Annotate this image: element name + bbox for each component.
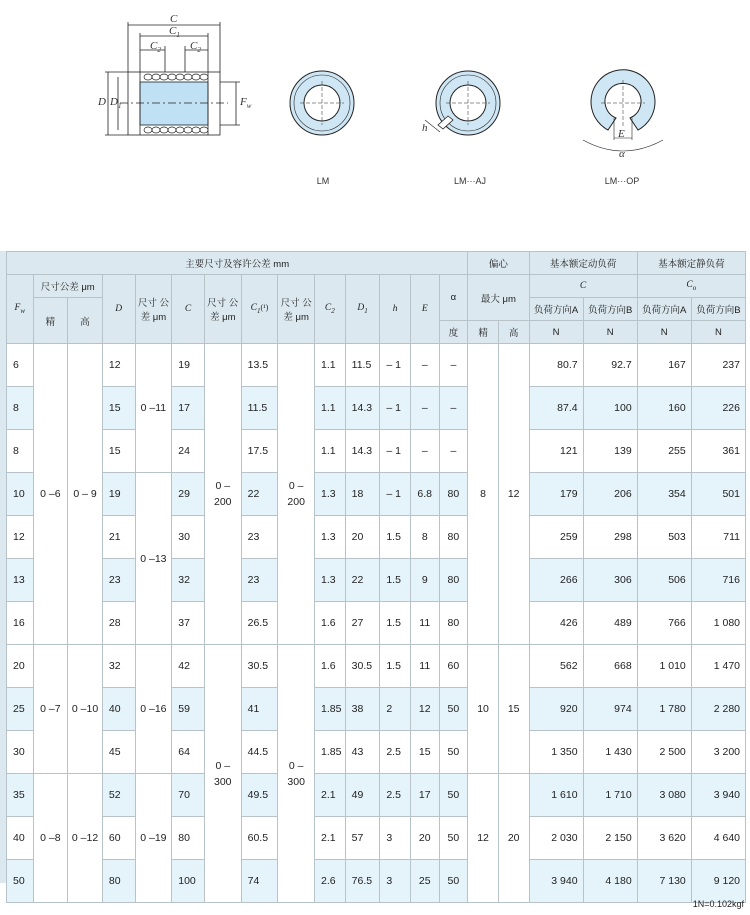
cell-c1: 30.5: [241, 645, 278, 688]
cell-e: –: [410, 344, 439, 387]
cell-c2: 2.6: [315, 860, 346, 903]
cell-d1: 57: [345, 817, 380, 860]
header-deg: 度: [439, 321, 468, 344]
cell-h: 1.5: [380, 559, 411, 602]
diagram-area: [0, 0, 750, 250]
cell-dyn-b: 4 180: [583, 860, 637, 903]
cell-c: 29: [172, 473, 205, 516]
cell-stat-a: 354: [637, 473, 691, 516]
cell-e: 9: [410, 559, 439, 602]
cell-c1: 17.5: [241, 430, 278, 473]
cell-c: 70: [172, 774, 205, 817]
cell-e: 11: [410, 602, 439, 645]
cell-c: 37: [172, 602, 205, 645]
cell-fw: 12: [7, 516, 34, 559]
cell-dyn-a: 121: [529, 430, 583, 473]
cell-dyn-b: 668: [583, 645, 637, 688]
header-tol2: 尺寸 公差 μm: [135, 275, 172, 344]
cell-d1: 18: [345, 473, 380, 516]
cell-c1-tol: 0 –200: [278, 344, 315, 645]
cell-alpha: 80: [439, 473, 468, 516]
cell-c: 59: [172, 688, 205, 731]
cell-stat-b: 2 280: [691, 688, 745, 731]
cell-dyn-b: 489: [583, 602, 637, 645]
table-row: [7, 516, 746, 559]
cell-c: 32: [172, 559, 205, 602]
cell-alpha: 50: [439, 817, 468, 860]
cell-d: 15: [102, 387, 135, 430]
header-stat-symbol: $C_o$: [637, 275, 745, 298]
cell-d: 12: [102, 344, 135, 387]
cell-ecc-prec: 12: [468, 774, 499, 903]
cell-dyn-b: 206: [583, 473, 637, 516]
header-c: C: [172, 275, 205, 344]
header-fw: $F_w$: [7, 275, 34, 344]
header-c1: $C_1(^1)$: [241, 275, 278, 344]
cell-d: 15: [102, 430, 135, 473]
cell-fw: 50: [7, 860, 34, 903]
cell-fw-tol-high: 0 – 9: [68, 344, 103, 645]
cell-dyn-a: 2 030: [529, 817, 583, 860]
cell-c2: 2.1: [315, 774, 346, 817]
cell-c1: 22: [241, 473, 278, 516]
cell-dyn-b: 92.7: [583, 344, 637, 387]
cell-dyn-b: 100: [583, 387, 637, 430]
cell-c1: 49.5: [241, 774, 278, 817]
header-h: h: [380, 275, 411, 344]
header-stat-load: 基本额定静负荷: [637, 252, 745, 275]
cell-alpha: 50: [439, 774, 468, 817]
cell-alpha: –: [439, 344, 468, 387]
header-max: 最大 μm: [468, 275, 529, 321]
caption-lm-aj: LM···AJ: [454, 176, 486, 186]
cell-alpha: –: [439, 430, 468, 473]
label-fw: $F_w$: [240, 96, 252, 111]
header-tol3: 尺寸 公差 μm: [204, 275, 241, 344]
cell-stat-a: 3 080: [637, 774, 691, 817]
lm-aj-ring-drawing: [425, 71, 500, 135]
cell-fw-tol-prec: 0 –7: [33, 645, 68, 774]
cell-stat-b: 1 470: [691, 645, 745, 688]
cell-stat-a: 3 620: [637, 817, 691, 860]
cell-dyn-a: 266: [529, 559, 583, 602]
header-dyn-symbol: C: [529, 275, 637, 298]
cell-d: 52: [102, 774, 135, 817]
cell-c1: 23: [241, 516, 278, 559]
cell-alpha: 60: [439, 645, 468, 688]
header-d: D: [102, 275, 135, 344]
cell-dyn-b: 1 710: [583, 774, 637, 817]
table-row: [7, 387, 746, 430]
cell-stat-a: 506: [637, 559, 691, 602]
caption-lm: LM: [316, 176, 330, 186]
cell-c2: 1.85: [315, 731, 346, 774]
cell-c: 100: [172, 860, 205, 903]
cell-c1: 74: [241, 860, 278, 903]
cell-c2: 1.1: [315, 344, 346, 387]
cell-c: 19: [172, 344, 205, 387]
label-d1: $D_1$: [110, 96, 122, 111]
cell-d-tol: 0 –16: [135, 645, 172, 774]
cell-alpha: 50: [439, 688, 468, 731]
cell-fw: 40: [7, 817, 34, 860]
header-unit-4: N: [691, 321, 745, 344]
table-row: [7, 817, 746, 860]
cell-c2: 1.3: [315, 473, 346, 516]
cell-ecc-high: 15: [498, 645, 529, 774]
cell-h: – 1: [380, 473, 411, 516]
header-eccentric: 偏心: [468, 252, 529, 275]
cell-h: 2.5: [380, 731, 411, 774]
cell-h: 2.5: [380, 774, 411, 817]
cell-c1: 11.5: [241, 387, 278, 430]
label-d: D: [98, 96, 106, 108]
cell-c1: 26.5: [241, 602, 278, 645]
cell-ecc-prec: 8: [468, 344, 499, 645]
cell-ecc-high: 12: [498, 344, 529, 645]
cell-d1: 11.5: [345, 344, 380, 387]
label-h: h: [422, 122, 428, 134]
cell-c: 30: [172, 516, 205, 559]
table-row: [7, 774, 746, 817]
cell-c1: 41: [241, 688, 278, 731]
cell-c-tol: 0 –300: [204, 645, 241, 903]
header-dyn-dir-b: 负荷方向B: [583, 298, 637, 321]
cell-d: 23: [102, 559, 135, 602]
cell-e: 15: [410, 731, 439, 774]
cell-d1: 14.3: [345, 387, 380, 430]
unit-footnote: 1N=0.102kgf: [692, 899, 744, 909]
cell-stat-b: 1 080: [691, 602, 745, 645]
table-row: [7, 645, 746, 688]
header-dyn-load: 基本额定动负荷: [529, 252, 637, 275]
cell-fw-tol-prec: 0 –8: [33, 774, 68, 903]
cell-stat-b: 9 120: [691, 860, 745, 903]
header-main-dims: 主要尺寸及容许公差 mm: [7, 252, 468, 275]
header-stat-dir-a: 负荷方向A: [637, 298, 691, 321]
cell-stat-a: 2 500: [637, 731, 691, 774]
cell-stat-a: 160: [637, 387, 691, 430]
cell-d: 45: [102, 731, 135, 774]
cell-e: –: [410, 430, 439, 473]
cell-stat-a: 1 010: [637, 645, 691, 688]
cell-dyn-a: 3 940: [529, 860, 583, 903]
cell-dyn-a: 920: [529, 688, 583, 731]
cell-h: 3: [380, 860, 411, 903]
spec-table: [6, 251, 746, 903]
cell-dyn-a: 259: [529, 516, 583, 559]
table-row: [7, 559, 746, 602]
header-precision: 精: [33, 298, 68, 344]
cell-d-tol: 0 –19: [135, 774, 172, 903]
cell-h: 1.5: [380, 516, 411, 559]
cell-fw: 25: [7, 688, 34, 731]
cell-d: 60: [102, 817, 135, 860]
cell-stat-b: 3 200: [691, 731, 745, 774]
cell-c2: 2.1: [315, 817, 346, 860]
cell-h: 3: [380, 817, 411, 860]
cell-h: – 1: [380, 430, 411, 473]
label-alpha: α: [619, 148, 625, 160]
cell-stat-b: 501: [691, 473, 745, 516]
cell-stat-b: 3 940: [691, 774, 745, 817]
cell-c2: 1.1: [315, 430, 346, 473]
cell-d1: 14.3: [345, 430, 380, 473]
cell-stat-a: 167: [637, 344, 691, 387]
cell-dyn-a: 80.7: [529, 344, 583, 387]
cell-stat-a: 255: [637, 430, 691, 473]
cell-d: 80: [102, 860, 135, 903]
cell-fw-tol-prec: 0 –6: [33, 344, 68, 645]
cell-fw: 10: [7, 473, 34, 516]
cell-d-tol: 0 –13: [135, 473, 172, 645]
cell-stat-a: 503: [637, 516, 691, 559]
header-tol4: 尺寸 公差 μm: [278, 275, 315, 344]
cell-stat-b: 361: [691, 430, 745, 473]
cell-ecc-high: 20: [498, 774, 529, 903]
cell-e: 6.8: [410, 473, 439, 516]
cell-d1: 30.5: [345, 645, 380, 688]
header-ecc-prec: 精: [468, 321, 499, 344]
cell-e: 8: [410, 516, 439, 559]
cell-dyn-b: 2 150: [583, 817, 637, 860]
cell-fw: 8: [7, 387, 34, 430]
cell-h: 1.5: [380, 645, 411, 688]
table-row: [7, 688, 746, 731]
cell-ecc-prec: 10: [468, 645, 499, 774]
label-c2-left: $C_2$: [150, 40, 161, 55]
table-row: [7, 602, 746, 645]
cell-fw: 13: [7, 559, 34, 602]
cell-d: 19: [102, 473, 135, 516]
cell-d: 32: [102, 645, 135, 688]
table-row: [7, 731, 746, 774]
cell-dyn-b: 298: [583, 516, 637, 559]
cell-fw: 8: [7, 430, 34, 473]
cell-d: 21: [102, 516, 135, 559]
header-ecc-high: 高: [498, 321, 529, 344]
header-alpha: α: [439, 275, 468, 321]
cell-e: 11: [410, 645, 439, 688]
cell-dyn-a: 1 610: [529, 774, 583, 817]
cell-stat-b: 237: [691, 344, 745, 387]
header-high: 高: [68, 298, 103, 344]
cell-e: 25: [410, 860, 439, 903]
header-unit-3: N: [637, 321, 691, 344]
cell-d1: 27: [345, 602, 380, 645]
cell-d1: 38: [345, 688, 380, 731]
cell-stat-a: 7 130: [637, 860, 691, 903]
cell-fw: 20: [7, 645, 34, 688]
cell-h: – 1: [380, 344, 411, 387]
cell-d: 40: [102, 688, 135, 731]
cell-c1: 44.5: [241, 731, 278, 774]
label-c1: $C_1$: [169, 25, 180, 40]
cell-stat-a: 1 780: [637, 688, 691, 731]
cell-dyn-a: 562: [529, 645, 583, 688]
header-tol1: 尺寸公差 μm: [33, 275, 102, 298]
cell-fw: 35: [7, 774, 34, 817]
cell-stat-b: 711: [691, 516, 745, 559]
cell-c1: 60.5: [241, 817, 278, 860]
bearing-diagrams: [0, 0, 750, 250]
table-row: [7, 430, 746, 473]
cell-c2: 1.1: [315, 387, 346, 430]
cell-c2: 1.85: [315, 688, 346, 731]
label-c: C: [170, 13, 178, 25]
cell-c2: 1.3: [315, 516, 346, 559]
cell-e: –: [410, 387, 439, 430]
cell-alpha: 50: [439, 860, 468, 903]
cell-c: 24: [172, 430, 205, 473]
cell-d-tol: 0 –11: [135, 344, 172, 473]
cell-c-tol: 0 –200: [204, 344, 241, 645]
cell-dyn-b: 1 430: [583, 731, 637, 774]
cell-c: 80: [172, 817, 205, 860]
table-row: [7, 344, 746, 387]
cell-c1: 13.5: [241, 344, 278, 387]
cell-dyn-b: 306: [583, 559, 637, 602]
lm-ring-drawing: [290, 71, 354, 135]
cell-e: 17: [410, 774, 439, 817]
header-d1: $D_1$: [345, 275, 380, 344]
cell-c: 64: [172, 731, 205, 774]
label-e: E: [618, 128, 625, 140]
cell-e: 20: [410, 817, 439, 860]
table-row: [7, 473, 746, 516]
cell-c: 17: [172, 387, 205, 430]
cell-dyn-b: 974: [583, 688, 637, 731]
cell-c: 42: [172, 645, 205, 688]
header-c2: $C_2$: [315, 275, 346, 344]
cell-d1: 22: [345, 559, 380, 602]
cell-c2: 1.6: [315, 645, 346, 688]
cell-dyn-a: 179: [529, 473, 583, 516]
label-c2-right: $C_2$: [190, 40, 201, 55]
header-stat-dir-b: 负荷方向B: [691, 298, 745, 321]
cell-fw-tol-high: 0 –10: [68, 645, 103, 774]
cell-stat-a: 766: [637, 602, 691, 645]
header-e: E: [410, 275, 439, 344]
cell-dyn-a: 1 350: [529, 731, 583, 774]
cell-stat-b: 226: [691, 387, 745, 430]
cell-alpha: 80: [439, 559, 468, 602]
cell-alpha: 50: [439, 731, 468, 774]
cell-h: 2: [380, 688, 411, 731]
cell-c1-tol: 0 –300: [278, 645, 315, 903]
cell-c1: 23: [241, 559, 278, 602]
cell-stat-b: 716: [691, 559, 745, 602]
cell-fw: 16: [7, 602, 34, 645]
cell-h: – 1: [380, 387, 411, 430]
cell-dyn-a: 426: [529, 602, 583, 645]
cell-fw: 30: [7, 731, 34, 774]
header-unit-2: N: [583, 321, 637, 344]
cell-dyn-a: 87.4: [529, 387, 583, 430]
table-row: [7, 860, 746, 903]
cell-alpha: 80: [439, 516, 468, 559]
cell-e: 12: [410, 688, 439, 731]
cell-d1: 76.5: [345, 860, 380, 903]
cell-c2: 1.3: [315, 559, 346, 602]
cell-alpha: –: [439, 387, 468, 430]
cell-d1: 20: [345, 516, 380, 559]
cell-fw: 6: [7, 344, 34, 387]
header-dyn-dir-a: 负荷方向A: [529, 298, 583, 321]
cell-stat-b: 4 640: [691, 817, 745, 860]
cell-dyn-b: 139: [583, 430, 637, 473]
cell-d1: 49: [345, 774, 380, 817]
cell-fw-tol-high: 0 –12: [68, 774, 103, 903]
cell-d1: 43: [345, 731, 380, 774]
header-unit-1: N: [529, 321, 583, 344]
caption-lm-op: LM···OP: [604, 176, 640, 186]
cell-d: 28: [102, 602, 135, 645]
cell-h: 1.5: [380, 602, 411, 645]
cell-alpha: 80: [439, 602, 468, 645]
cell-c2: 1.6: [315, 602, 346, 645]
